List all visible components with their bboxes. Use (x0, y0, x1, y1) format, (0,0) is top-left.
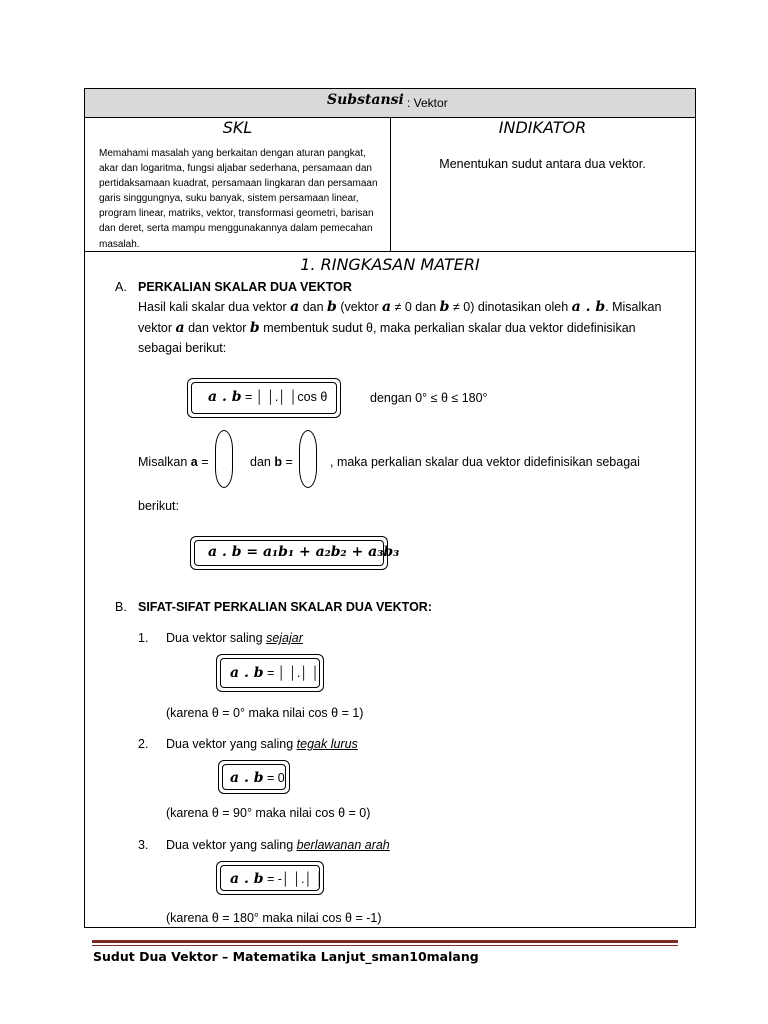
text-run: dan vektor (184, 321, 250, 335)
skl-title: SKL (222, 118, 253, 137)
formula-lhs: a . b (208, 389, 242, 405)
item-1-text (166, 631, 303, 645)
text-run: Hasil kali skalar dua vektor (138, 300, 291, 314)
vector-b: b (439, 299, 450, 315)
substansi-value: : Vektor (407, 96, 448, 110)
text-run: vektor (138, 321, 176, 335)
footer-text: Sudut Dua Vektor – Matematika Lanjut_sman10malang (93, 949, 479, 964)
item-3-text (166, 838, 390, 852)
text-run: Dua vektor yang saling (166, 838, 297, 852)
vector-a-bold: a (190, 455, 198, 469)
text-run: ≠ 0) dinotasikan oleh (449, 300, 572, 314)
part-a-line1 (138, 299, 661, 315)
text-run: dan (299, 300, 328, 314)
text-run: dan (250, 455, 275, 469)
formula-rhs: = 0 (263, 771, 285, 785)
substansi-label: Substansi (327, 92, 404, 108)
text-run: membentuk sudut θ, maka perkalian skalar dua vektor didefinisikan (259, 321, 636, 335)
footer-rule-thick (92, 940, 678, 943)
formula-rhs: = -│ │.│ │ (263, 872, 324, 886)
part-b-heading: SIFAT-SIFAT PERKALIAN SKALAR DUA VEKTOR: (138, 600, 432, 614)
part-a-letter: A. (115, 280, 127, 294)
formula-rhs: = │ │.│ │cos θ (241, 390, 328, 404)
formula-condition: dengan 0° ≤ θ ≤ 180° (370, 391, 488, 405)
indikator-text: Menentukan sudut antara dua vektor. (439, 157, 646, 171)
vector-a: a (382, 299, 392, 315)
item-number: 2. (138, 737, 149, 751)
section-title: 1. RINGKASAN MATERI (300, 255, 480, 274)
formula-box-dot-definition (187, 378, 341, 418)
column-divider (390, 117, 391, 251)
part-a-line2 (138, 320, 636, 336)
text-run: Dua vektor saling (166, 631, 267, 645)
formula-lhs: a . b (230, 871, 264, 887)
item-number: 3. (138, 838, 149, 852)
formula-opposite (230, 871, 324, 887)
text-run: = (197, 455, 209, 469)
text-run: ≠ 0 dan (391, 300, 440, 314)
formula-dot-definition (208, 389, 327, 405)
item-number: 1. (138, 631, 149, 645)
item-1-note: (karena θ = 0° maka nilai cos θ = 1) (166, 706, 364, 720)
formula-lhs: a . b (230, 770, 264, 786)
formula-box-component-form (190, 536, 400, 570)
term-tegak-lurus: tegak lurus (296, 737, 358, 751)
text-run: Dua vektor yang saling (166, 737, 297, 751)
misalkan-a (138, 455, 209, 469)
skl-text: Memahami masalah yang berkaitan dengan aturan pangkat, akar dan logaritma, fungsi aljabar sederhana, persamaan dan pertidaksamaan kuadrat, persamaan lingkaran dan persamaan garis singgungnya, suku banyak, sistem persamaan linear, program linear, matriks, vektor, transformasi geometri, barisan dan deret, serta mampu menggunakannya dalam pemecahan masalah. (99, 148, 378, 250)
misalkan-b (250, 455, 293, 469)
term-berlawanan-arah: berlawanan arah (296, 838, 390, 852)
formula-rhs: = │ │.│ │ (263, 666, 320, 680)
column-vector-b-parentheses (299, 430, 317, 488)
column-vector-a-parentheses (215, 430, 233, 488)
misalkan-post: , maka perkalian skalar dua vektor didefinisikan sebagai (330, 455, 640, 469)
formula-box-opposite (216, 861, 324, 895)
footer-rule-thin (92, 945, 678, 946)
text-run: = (281, 455, 293, 469)
vector-a: a (175, 320, 185, 336)
text-run: (vektor (336, 300, 382, 314)
vector-b: b (249, 320, 260, 336)
part-a-line3: sebagai berikut: (138, 341, 227, 355)
formula-box-parallel (216, 654, 324, 692)
vector-b: b (327, 299, 337, 315)
text-run: . Misalkan (605, 300, 662, 314)
formula-box-perpendicular (218, 760, 290, 794)
skl-indikator-row (85, 117, 695, 252)
formula-parallel (230, 665, 319, 681)
item-2-note: (karena θ = 90° maka nilai cos θ = 0) (166, 806, 371, 820)
dot-product-notation: a . b (571, 299, 606, 315)
term-sejajar: sejajar (266, 631, 303, 645)
part-b-letter: B. (115, 600, 127, 614)
item-3-note: (karena θ = 180° maka nilai cos θ = -1) (166, 911, 382, 925)
formula-lhs: a . b (230, 665, 264, 681)
vector-a: a (290, 299, 300, 315)
item-2-text (166, 737, 358, 751)
text-run: Misalkan (138, 455, 191, 469)
indikator-title: INDIKATOR (498, 118, 587, 137)
formula-component-form: a . b = a₁b₁ + a₂b₂ + a₃b₃ (208, 544, 400, 560)
substansi-row (85, 89, 695, 118)
formula-perpendicular (230, 770, 285, 786)
vector-b-bold: b (274, 455, 282, 469)
part-a-heading: PERKALIAN SKALAR DUA VEKTOR (138, 280, 352, 294)
berikut-label: berikut: (138, 499, 179, 513)
